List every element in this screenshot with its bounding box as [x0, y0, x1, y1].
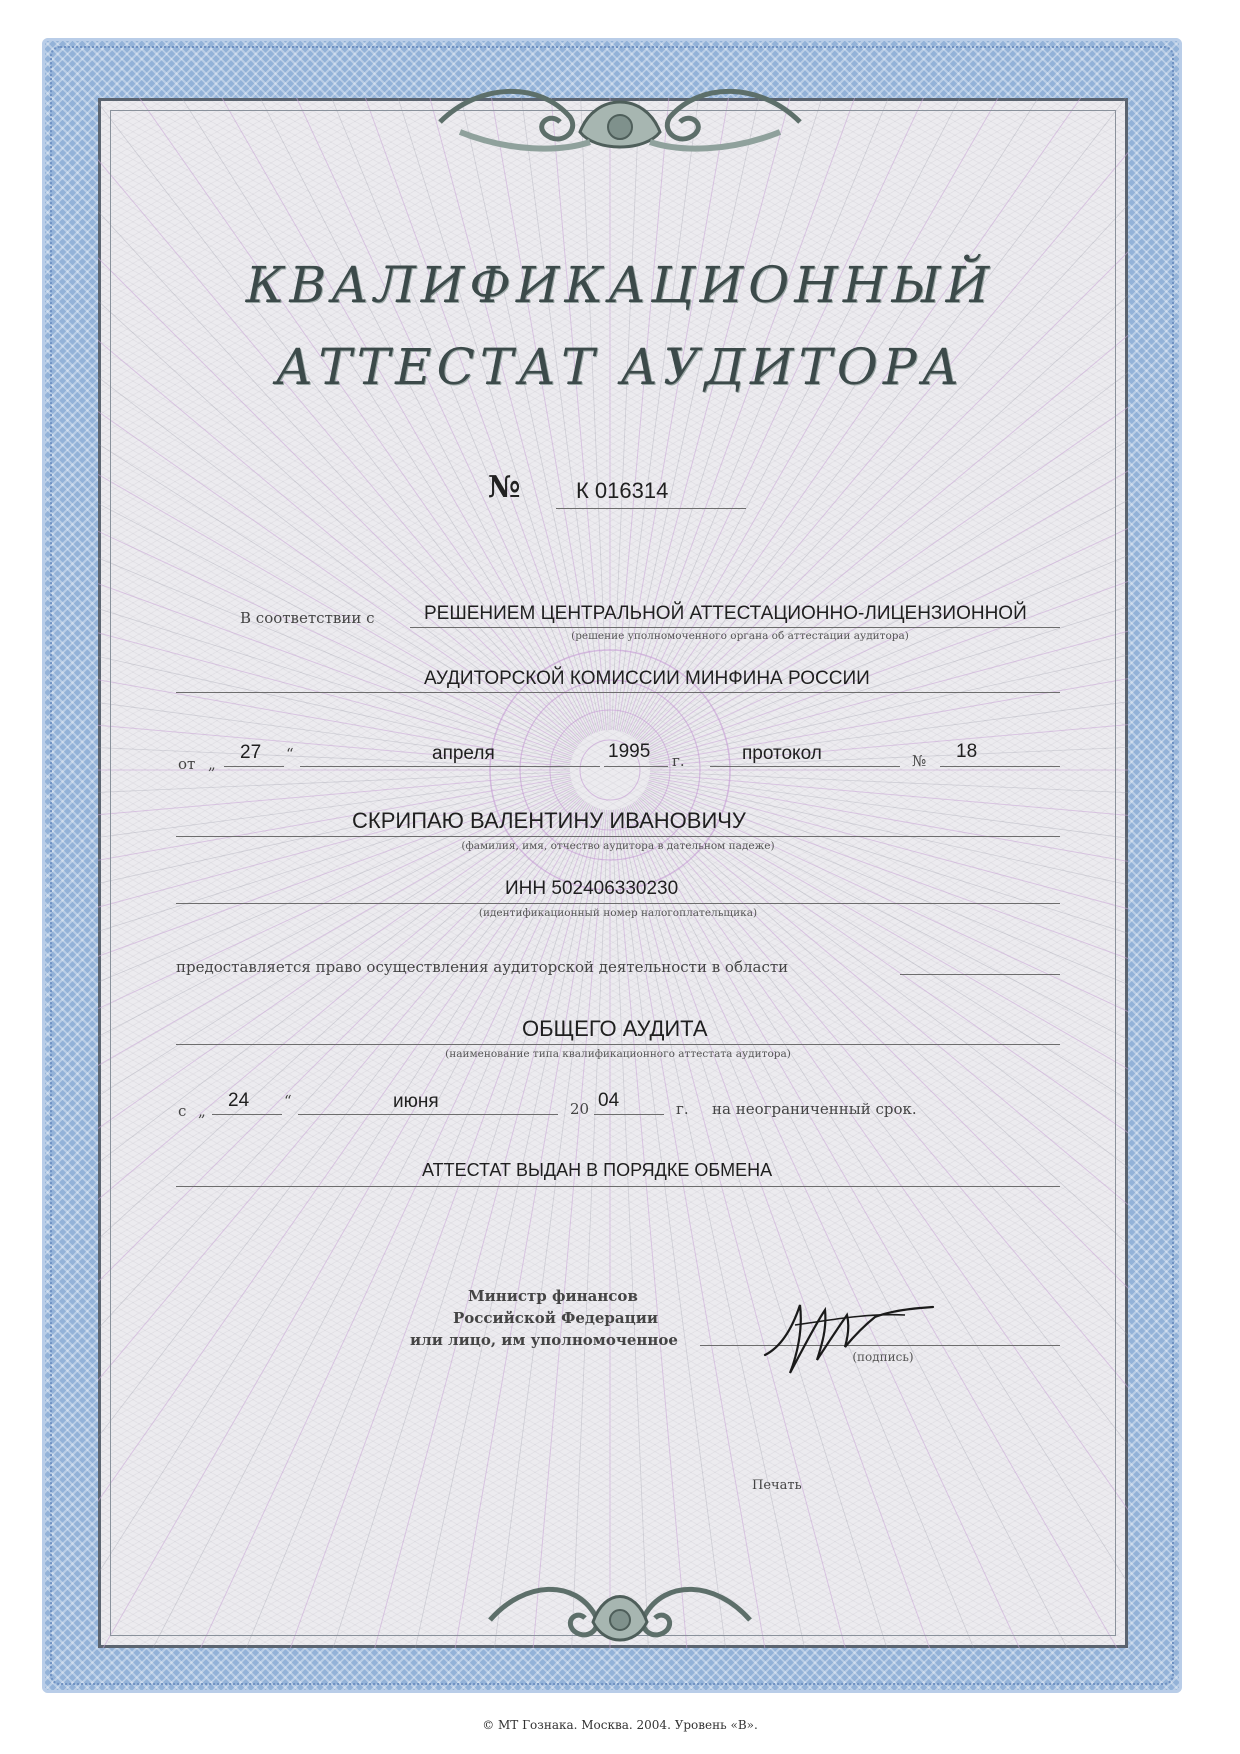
validity-quote-close: “ [284, 1092, 292, 1110]
auditor-name-caption: (фамилия, имя, отчество аудитора в дательном падеже) [461, 840, 775, 852]
number-underline [556, 508, 746, 509]
doc-no-sign: № [912, 752, 927, 770]
auditor-name-underline [176, 836, 1060, 837]
year-suffix: г. [672, 752, 685, 770]
decision-doc-type: протокол [742, 743, 822, 764]
month-underline [300, 766, 600, 767]
basis-line2-underline [176, 692, 1060, 693]
grant-text: предоставляется право осуществления аудиторской деятельности в области [176, 958, 789, 976]
basis-line1-underline [410, 627, 1060, 628]
doc-type-underline [710, 766, 900, 767]
bottom-ornament [475, 1560, 765, 1670]
basis-caption: (решение уполномоченного органа об аттестации аудитора) [571, 630, 909, 642]
auditor-inn: ИНН 502406330230 [505, 878, 679, 899]
title-line2: АТТЕСТАТ АУДИТОРА [275, 338, 965, 396]
issue-note: АТТЕСТАТ ВЫДАН В ПОРЯДКЕ ОБМЕНА [422, 1160, 773, 1180]
validity-day-underline [212, 1114, 282, 1115]
date-prefix: от [178, 755, 196, 773]
doc-number-underline [940, 766, 1060, 767]
signature-caption: (подпись) [852, 1350, 914, 1364]
validity-month-underline [298, 1114, 558, 1115]
note-underline [176, 1186, 1060, 1187]
validity-quote-open: „ [198, 1102, 206, 1120]
signatory-line1: Министр финансов [468, 1287, 638, 1305]
signatory-line2: Российской Федерации [453, 1309, 658, 1327]
auditor-name: СКРИПАЮ ВАЛЕНТИНУ ИВАНОВИЧУ [352, 808, 746, 833]
basis-line1: РЕШЕНИЕМ ЦЕНТРАЛЬНОЙ АТТЕСТАЦИОННО-ЛИЦЕНЗИОННОЙ [424, 603, 1027, 624]
decision-month: апреля [432, 743, 495, 764]
day-underline [224, 766, 284, 767]
inn-caption: (идентификационный номер налогоплательщика) [478, 907, 758, 919]
signatory-line3: или лицо, им уполномоченное [410, 1331, 678, 1349]
date-quote-close: “ [286, 745, 294, 763]
signature [755, 1285, 945, 1380]
basis-line2: АУДИТОРСКОЙ КОМИССИИ МИНФИНА РОССИИ [424, 668, 870, 689]
area-underline [176, 1044, 1060, 1045]
printer-copyright: © МТ Гознака. Москва. 2004. Уровень «В». [482, 1718, 758, 1732]
decision-day: 27 [240, 742, 262, 763]
grant-underline [900, 974, 1060, 975]
validity-day: 24 [228, 1090, 250, 1111]
validity-prefix: с [178, 1102, 187, 1120]
certificate-number: К 016314 [576, 478, 669, 503]
top-ornament [420, 72, 820, 172]
title-line1: КВАЛИФИКАЦИОННЫЙ [245, 256, 995, 314]
validity-year: 04 [598, 1090, 620, 1111]
validity-year-prefix: 20 [570, 1100, 590, 1118]
date-quote-open: „ [208, 755, 216, 773]
decision-year: 1995 [608, 741, 651, 762]
audit-area: ОБЩЕГО АУДИТА [522, 1016, 708, 1041]
area-caption: (наименование типа квалификационного аттестата аудитора) [445, 1048, 791, 1060]
basis-prefix: В соответствии с [240, 609, 375, 627]
validity-term: на неограниченный срок. [712, 1100, 917, 1118]
validity-year-underline [594, 1114, 664, 1115]
seal-label: Печать [752, 1478, 802, 1493]
validity-month: июня [393, 1091, 439, 1112]
inn-underline [176, 903, 1060, 904]
decision-doc-number: 18 [956, 741, 978, 762]
validity-year-suffix: г. [676, 1100, 689, 1118]
number-sign: № [488, 470, 521, 505]
year-underline [604, 766, 668, 767]
